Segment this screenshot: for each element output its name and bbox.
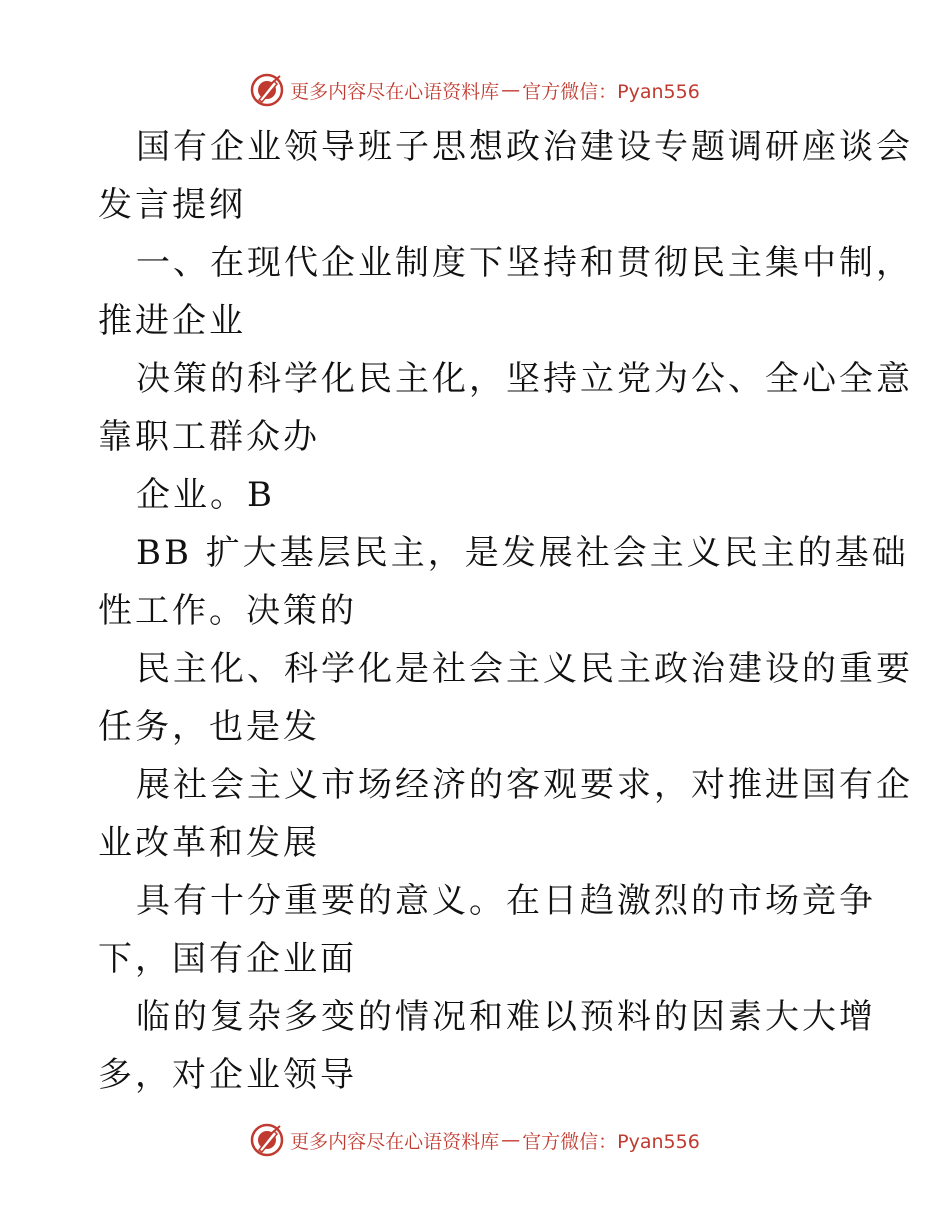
paragraph-line: 业改革和发展 bbox=[98, 823, 320, 863]
quill-logo-icon bbox=[250, 73, 284, 107]
quill-logo-icon bbox=[250, 1123, 284, 1157]
banner-contact-text: 官方微信：Pyan556 bbox=[522, 80, 700, 103]
paragraph-line: 一、在现代企业制度下坚持和贯彻民主集中制， bbox=[136, 243, 913, 283]
paragraph-line: 企业。B bbox=[136, 475, 275, 515]
banner-separator: — bbox=[501, 1129, 521, 1151]
document-body bbox=[98, 118, 913, 1104]
paragraph-line: 民主化、科学化是社会主义民主政治建设的重要 bbox=[136, 649, 913, 689]
footer-banner bbox=[0, 1120, 950, 1160]
paragraph-line: 临的复杂多变的情况和难以预料的因素大大增 bbox=[136, 997, 876, 1037]
paragraph-line: 推进企业 bbox=[98, 301, 246, 341]
banner-site-text: 更多内容尽在心语资料库 bbox=[290, 80, 500, 103]
paragraph-line: 具有十分重要的意义。在日趋激烈的市场竞争 bbox=[136, 881, 876, 921]
paragraph-line: 展社会主义市场经济的客观要求，对推进国有企 bbox=[136, 765, 913, 805]
title-line-1: 国有企业领导班子思想政治建设专题调研座谈会 bbox=[136, 127, 913, 167]
banner-site-text: 更多内容尽在心语资料库 bbox=[290, 1130, 500, 1153]
header-banner bbox=[0, 70, 950, 110]
banner-contact-text: 官方微信：Pyan556 bbox=[522, 1130, 700, 1153]
title-line-2: 发言提纲 bbox=[98, 185, 246, 225]
paragraph-line: 多，对企业领导 bbox=[98, 1055, 357, 1095]
paragraph-line: 决策的科学化民主化，坚持立党为公、全心全意 bbox=[136, 359, 913, 399]
banner-separator: — bbox=[501, 79, 521, 101]
paragraph-line: BB 扩大基层民主，是发展社会主义民主的基础 bbox=[136, 533, 909, 573]
paragraph-line: 任务，也是发 bbox=[98, 707, 320, 747]
paragraph-line: 靠职工群众办 bbox=[98, 417, 320, 457]
paragraph-line: 下，国有企业面 bbox=[98, 939, 357, 979]
paragraph-line: 性工作。决策的 bbox=[98, 591, 357, 631]
